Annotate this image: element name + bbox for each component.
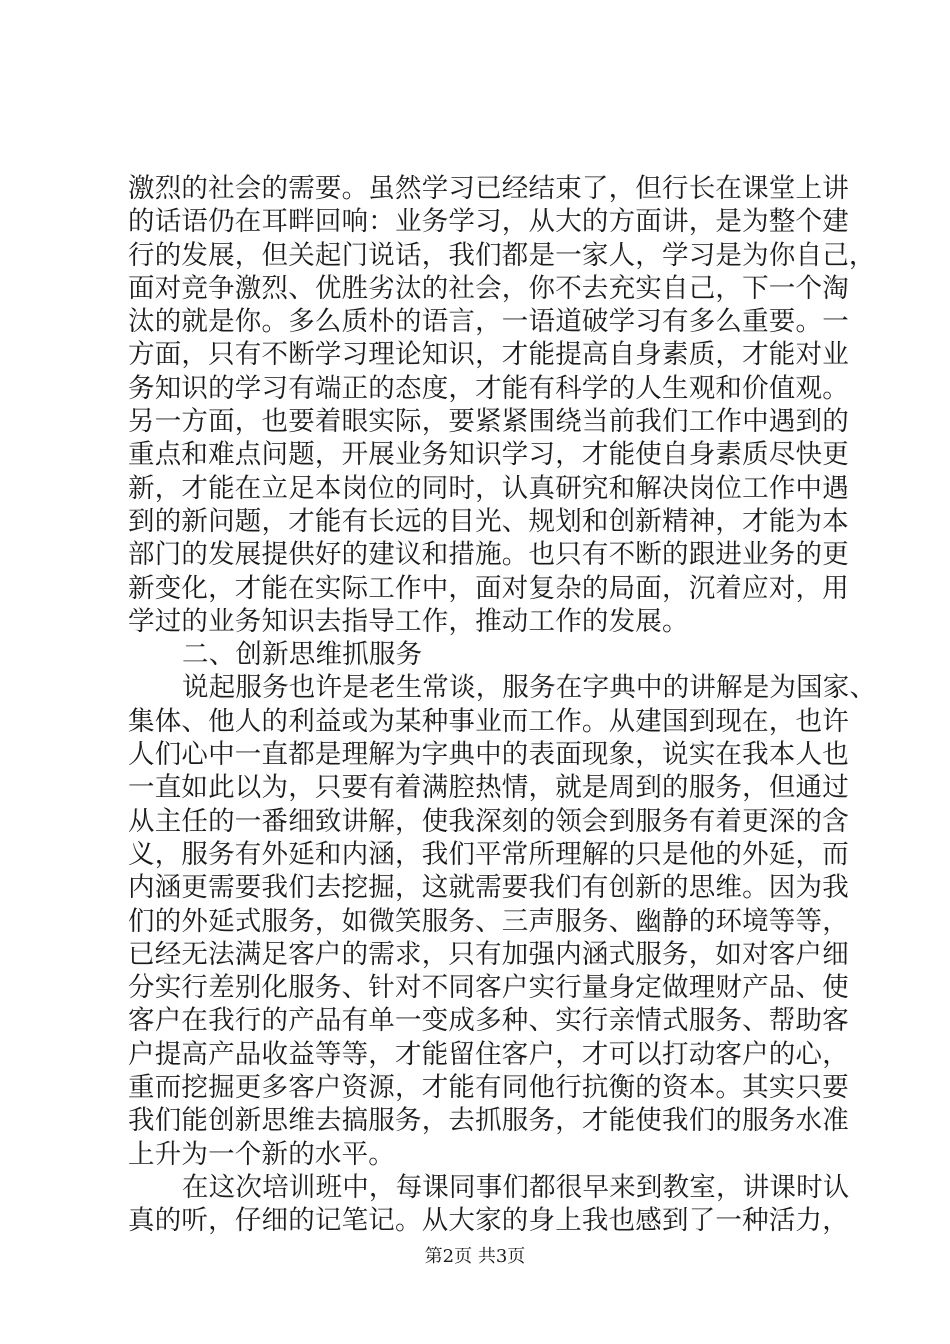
body-text	[128, 172, 877, 1238]
text-line: 们的外延式服务，如微笑服务、三声服务、幽静的环境等等，	[128, 905, 849, 937]
text-line: 汰的就是你。多么质朴的语言，一语道破学习有多么重要。一	[128, 306, 849, 338]
text-line: 到的新问题，才能有长远的目光、规划和创新精神，才能为本	[128, 505, 849, 537]
text-line: 的话语仍在耳畔回响：业务学习，从大的方面讲，是为整个建	[128, 206, 849, 238]
text-line: 真的听，仔细的记笔记。从大家的身上我也感到了一种活力，	[128, 1205, 849, 1237]
text-line: 另一方面，也要着眼实际，要紧紧围绕当前我们工作中遇到的	[128, 406, 849, 438]
text-line: 新变化，才能在实际工作中，面对复杂的局面，沉着应对，用	[128, 572, 849, 604]
text-line: 客户在我行的产品有单一变成多种、实行亲情式服务、帮助客	[128, 1005, 849, 1037]
text-line: 分实行差别化服务、针对不同客户实行量身定做理财产品、使	[128, 972, 849, 1004]
text-line: 在这次培训班中，每课同事们都很早来到教室，讲课时认	[182, 1171, 850, 1203]
text-line: 学过的业务知识去指导工作，推动工作的发展。	[128, 605, 689, 637]
text-line: 已经无法满足客户的需求，只有加强内涵式服务，如对客户细	[128, 938, 849, 970]
text-line: 集体、他人的利益或为某种事业而工作。从建国到现在，也许	[128, 705, 849, 737]
text-line: 户提高产品收益等等，才能留住客户，才可以打动客户的心，	[128, 1038, 849, 1070]
text-line: 方面，只有不断学习理论知识，才能提高自身素质，才能对业	[128, 339, 849, 371]
text-line: 部门的发展提供好的建议和措施。也只有不断的跟进业务的更	[128, 539, 849, 571]
text-line: 说起服务也许是老生常谈，服务在字典中的讲解是为国家、	[182, 672, 877, 704]
text-line: 务知识的学习有端正的态度，才能有科学的人生观和价值观。	[128, 372, 849, 404]
text-line: 激烈的社会的需要。虽然学习已经结束了，但行长在课堂上讲	[128, 173, 849, 204]
text-line: 二、创新思维抓服务	[182, 639, 423, 671]
text-line: 面对竞争激烈、优胜劣汰的社会，你不去充实自己，下一个淘	[128, 272, 849, 304]
text-line: 一直如此以为，只要有着满腔热情，就是周到的服务，但通过	[128, 772, 849, 804]
text-line: 内涵更需要我们去挖掘，这就需要我们有创新的思维。因为我	[128, 872, 849, 904]
text-line: 人们心中一直都是理解为字典中的表面现象，说实在我本人也	[128, 739, 849, 771]
text-line: 新，才能在立足本岗位的同时，认真研究和解决岗位工作中遇	[128, 472, 849, 504]
text-line: 行的发展，但关起门说话，我们都是一家人，学习是为你自己，	[128, 239, 876, 271]
text-line: 重而挖掘更多客户资源，才能有同他行抗衡的资本。其实只要	[128, 1072, 849, 1104]
text-line: 义，服务有外延和内涵，我们平常所理解的只是他的外延，而	[128, 838, 849, 870]
text-line: 上升为一个新的水平。	[128, 1138, 395, 1170]
text-line: 从主任的一番细致讲解，使我深刻的领会到服务有着更深的含	[128, 805, 849, 837]
text-line: 我们能创新思维去搞服务，去抓服务，才能使我们的服务水准	[128, 1105, 849, 1137]
text-line: 重点和难点问题，开展业务知识学习，才能使自身素质尽快更	[128, 439, 849, 471]
page-footer: 第2页 共3页	[424, 1246, 526, 1267]
